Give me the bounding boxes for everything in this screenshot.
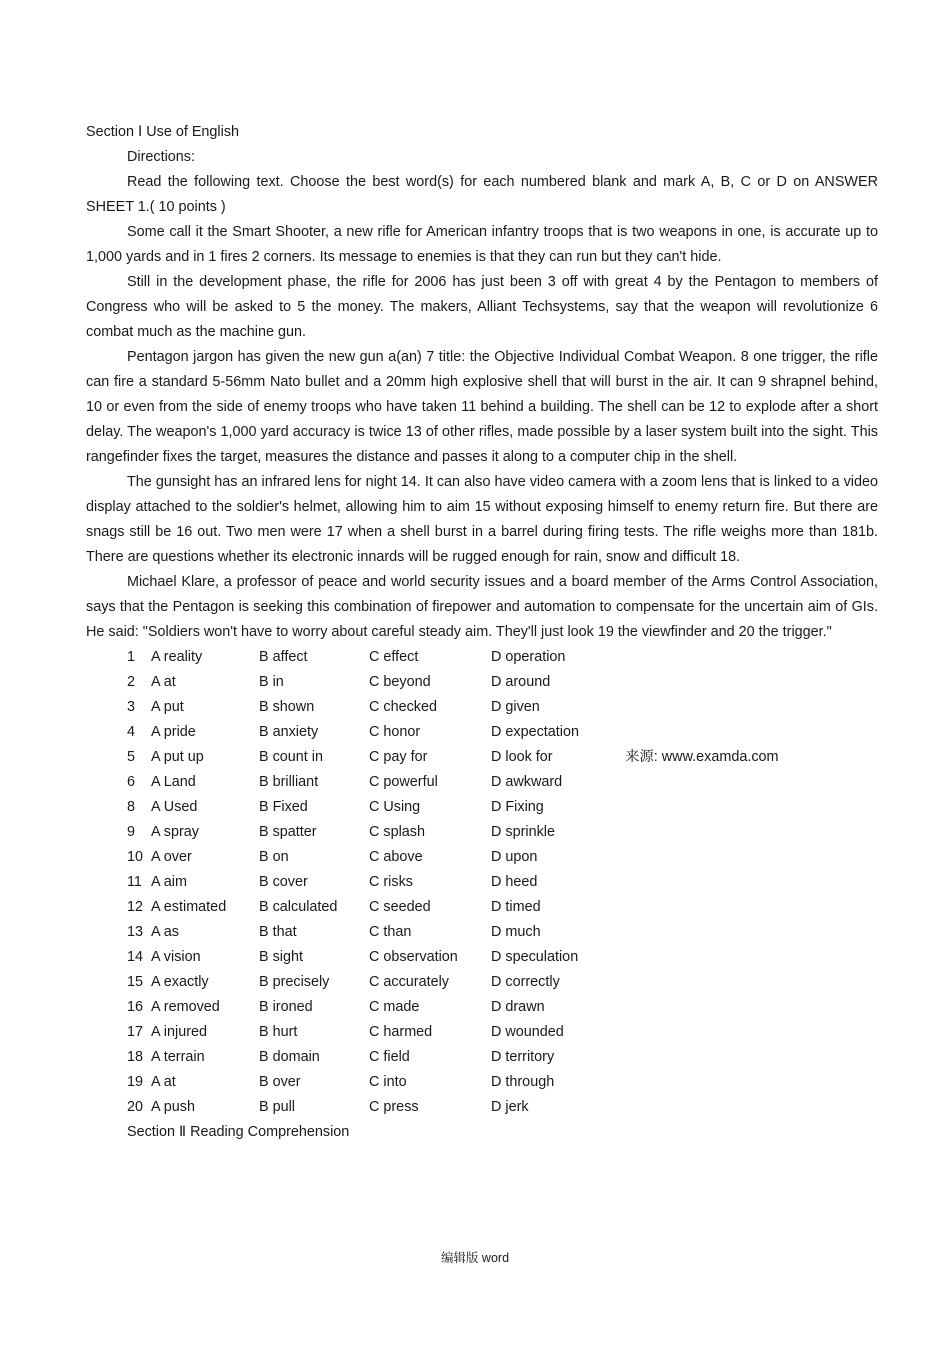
option-b: B anxiety (259, 724, 319, 740)
question-number: 19 (127, 1074, 144, 1090)
question-row (127, 745, 878, 770)
option-b: B sight (259, 949, 303, 965)
question-row (127, 895, 878, 920)
option-b: B count in (259, 749, 323, 765)
option-d: D around (491, 674, 551, 690)
option-c: C into (369, 1074, 407, 1090)
option-b: B shown (259, 699, 315, 715)
question-row (127, 795, 878, 820)
question-number: 2 (127, 674, 136, 690)
question-number: 17 (127, 1024, 144, 1040)
option-c: C pay for (369, 749, 428, 765)
paragraph-3: Pentagon jargon has given the new gun a(an) 7 title: the Objective Individual Combat Weapon. 8 one trigger, the rifle can fire a standard 5-56mm Nato bullet and a 20mm high explosive shell that will burst in the air. It can 9 shrapnel behind, 10 or even from the side of enemy troops who have taken 11 behind a building. The shell can be 12 to explode after a short delay. The weapon's 1,000 yard accuracy is twice 13 of other rifles, made possible by a laser system built into the sight. This rangefinder fixes the target, measures the distance and passes it along to a computer chip in the shell. (86, 349, 878, 465)
option-c: C made (369, 999, 420, 1015)
option-b: B pull (259, 1099, 295, 1115)
option-c: C splash (369, 824, 425, 840)
option-a: A vision (151, 949, 201, 965)
paragraph-1: Some call it the Smart Shooter, a new rifle for American infantry troops that is two weapons in one, is accurate up to 1,000 yards and in 1 fires 2 corners. Its message to enemies is that they can run but they can't hide. (86, 224, 878, 265)
option-d: D territory (491, 1049, 555, 1065)
option-d: D awkward (491, 774, 563, 790)
document-body (86, 120, 878, 1145)
question-row (127, 720, 878, 745)
option-a: A over (151, 849, 192, 865)
option-a: A put (151, 699, 184, 715)
question-number: 15 (127, 974, 144, 990)
option-c: C accurately (369, 974, 449, 990)
section2-title: Section Ⅱ Reading Comprehension (127, 1124, 350, 1140)
question-number: 16 (127, 999, 144, 1015)
question-number: 10 (127, 849, 144, 865)
question-number: 13 (127, 924, 144, 940)
option-d: D heed (491, 874, 538, 890)
question-row (127, 645, 878, 670)
option-a: A at (151, 1074, 176, 1090)
page-footer: 编辑版 word (440, 1251, 510, 1265)
option-a: A push (151, 1099, 196, 1115)
option-c: C beyond (369, 674, 431, 690)
option-b: B affect (259, 649, 308, 665)
question-number: 1 (127, 649, 136, 665)
paragraph-5: Michael Klare, a professor of peace and world security issues and a board member of the Arms Control Association, says that the Pentagon is seeking this combination of firepower and automation to compensate for the uncertain aim of GIs. He said: "Soldiers won't have to worry about careful steady aim. They'll just look 19 the viewfinder and 20 the trigger." (86, 574, 878, 640)
question-number: 20 (127, 1099, 144, 1115)
option-d: D drawn (491, 999, 545, 1015)
question-row (127, 1045, 878, 1070)
question-number: 5 (127, 749, 136, 765)
question-number: 6 (127, 774, 136, 790)
option-d: D jerk (491, 1099, 529, 1115)
option-a: A removed (151, 999, 220, 1015)
question-row (127, 845, 878, 870)
option-c: C risks (369, 874, 413, 890)
option-c: C checked (369, 699, 437, 715)
option-b: B Fixed (259, 799, 308, 815)
option-b: B brilliant (259, 774, 319, 790)
option-d: D sprinkle (491, 824, 555, 840)
question-number: 3 (127, 699, 136, 715)
option-a: A pride (151, 724, 196, 740)
option-a: A estimated (151, 899, 227, 915)
question-row (127, 995, 878, 1020)
question-row (127, 870, 878, 895)
question-number: 12 (127, 899, 144, 915)
option-b: B cover (259, 874, 308, 890)
option-d: D speculation (491, 949, 579, 965)
option-a: A spray (151, 824, 199, 840)
question-number: 18 (127, 1049, 144, 1065)
option-d: D much (491, 924, 541, 940)
option-d: D wounded (491, 1024, 564, 1040)
option-b: B domain (259, 1049, 320, 1065)
option-a: A aim (151, 874, 187, 890)
question-number: 14 (127, 949, 144, 965)
question-row (127, 670, 878, 695)
option-b: B that (259, 924, 297, 940)
question-row (127, 1095, 878, 1120)
paragraph-2: Still in the development phase, the rifle for 2006 has just been 3 off with great 4 by the Pentagon to members of Congress who will be asked to 5 the money. The makers, Alliant Techsystems, say that the weapon will revolutionize 6 combat much as the machine gun. (86, 274, 878, 340)
option-d: D upon (491, 849, 538, 865)
question-row (127, 1020, 878, 1045)
option-a: A terrain (151, 1049, 205, 1065)
question-row (127, 920, 878, 945)
option-c: C above (369, 849, 423, 865)
option-b: B on (259, 849, 289, 865)
option-b: B in (259, 674, 284, 690)
option-c: C observation (369, 949, 458, 965)
question-row (127, 770, 878, 795)
option-b: B spatter (259, 824, 317, 840)
option-d: D timed (491, 899, 541, 915)
option-a: A as (151, 924, 180, 940)
question-row (127, 945, 878, 970)
option-b: B over (259, 1074, 301, 1090)
option-d: D through (491, 1074, 555, 1090)
option-a: A exactly (151, 974, 209, 990)
option-a: A at (151, 674, 176, 690)
option-c: C Using (369, 799, 421, 815)
directions-label: Directions: (127, 149, 195, 165)
option-c: C effect (369, 649, 419, 665)
section1-title: Section Ⅰ Use of English (86, 124, 240, 140)
question-number: 8 (127, 799, 136, 815)
option-a: A Used (151, 799, 198, 815)
option-d: D operation (491, 649, 566, 665)
option-a: A reality (151, 649, 203, 665)
option-d: D correctly (491, 974, 560, 990)
option-d: D expectation (491, 724, 579, 740)
option-b: B ironed (259, 999, 313, 1015)
option-a: A Land (151, 774, 196, 790)
option-c: C field (369, 1049, 410, 1065)
option-c: C seeded (369, 899, 431, 915)
option-a: A put up (151, 749, 204, 765)
question-row (127, 1070, 878, 1095)
paragraph-4: The gunsight has an infrared lens for night 14. It can also have video camera with a zoom lens that is linked to a video display attached to the soldier's helmet, allowing him to aim 15 without exposing himself to enemy return fire. But there are snags still be 16 out. Two men were 17 when a shell burst in a barrel during firing tests. The rifle weighs more than 181b. There are questions whether its electronic innards will be rugged enough for rain, snow and difficult 18. (86, 474, 878, 565)
option-c: C harmed (369, 1024, 433, 1040)
question-options-list (86, 645, 878, 1120)
option-d: D given (491, 699, 540, 715)
question-number: 11 (127, 874, 142, 890)
option-b: B calculated (259, 899, 338, 915)
option-c: C press (369, 1099, 419, 1115)
option-d: D look for (491, 749, 553, 765)
option-b: B precisely (259, 974, 330, 990)
source-note: 来源: www.examda.com (625, 749, 779, 765)
question-row (127, 820, 878, 845)
option-a: A injured (151, 1024, 208, 1040)
paragraph-instructions: Read the following text. Choose the best word(s) for each numbered blank and mark A, B, C or D on ANSWER SHEET 1.( 10 points ) (86, 174, 878, 215)
question-row (127, 970, 878, 995)
option-c: C powerful (369, 774, 438, 790)
question-number: 9 (127, 824, 136, 840)
option-c: C honor (369, 724, 421, 740)
option-d: D Fixing (491, 799, 544, 815)
question-row (127, 695, 878, 720)
question-number: 4 (127, 724, 136, 740)
option-c: C than (369, 924, 412, 940)
option-b: B hurt (259, 1024, 298, 1040)
